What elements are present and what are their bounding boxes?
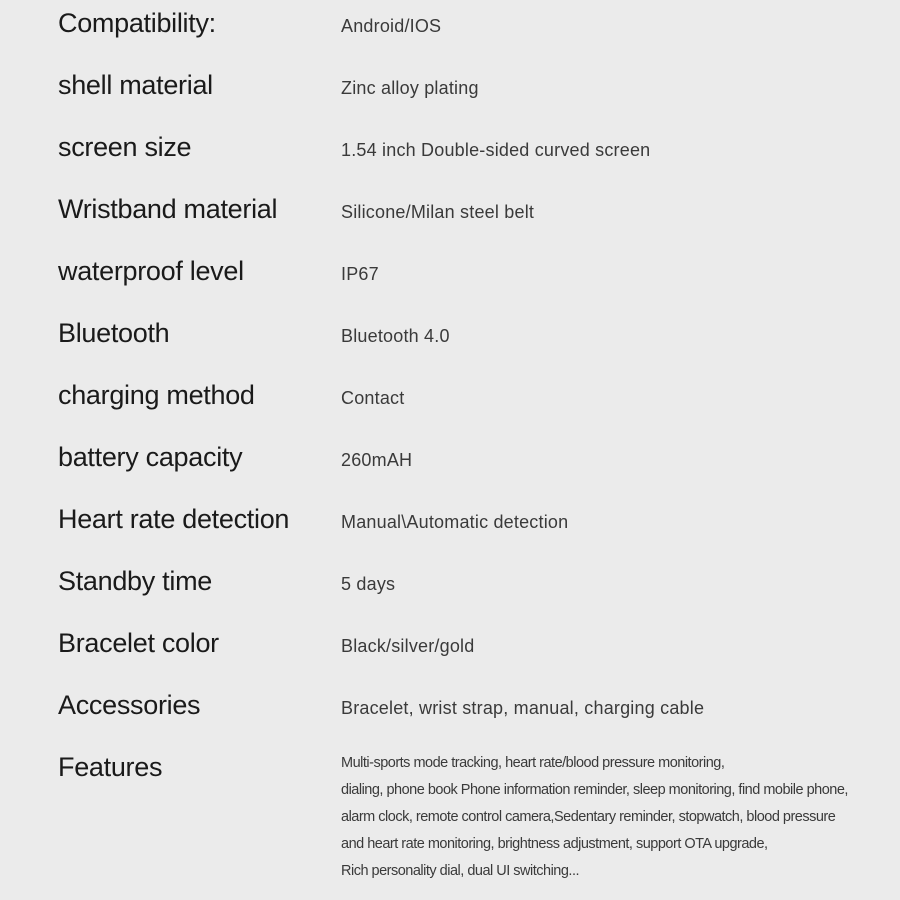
spec-row-wristband-material [0, 186, 900, 248]
features-line: Rich personality dial, dual UI switching... [341, 863, 580, 879]
spec-label: Wristband material [58, 194, 278, 224]
spec-value: Zinc alloy plating [341, 78, 479, 98]
spec-value: 5 days [341, 574, 396, 594]
spec-row-standby-time [0, 558, 900, 620]
features-line: dialing, phone book Phone information reminder, sleep monitoring, find mobile phone, [341, 782, 848, 798]
spec-label: Bracelet color [58, 628, 219, 658]
spec-label: shell material [58, 70, 213, 100]
spec-row-charging-method [0, 372, 900, 434]
spec-row-screen-size [0, 124, 900, 186]
spec-value: Bluetooth 4.0 [341, 326, 450, 346]
spec-value: IP67 [341, 264, 379, 284]
spec-value: 1.54 inch Double-sided curved screen [341, 140, 651, 160]
spec-label: waterproof level [58, 256, 244, 286]
spec-label: Compatibility: [58, 8, 216, 38]
spec-value: Contact [341, 388, 405, 408]
spec-row-heart-rate-detection [0, 496, 900, 558]
features-label: Features [58, 752, 163, 782]
spec-value: Manual\Automatic detection [341, 512, 569, 532]
spec-row-battery-capacity [0, 434, 900, 496]
features-description [341, 750, 891, 885]
spec-row-shell-material [0, 62, 900, 124]
features-line: Multi-sports mode tracking, heart rate/blood pressure monitoring, [341, 755, 725, 771]
spec-value: Bracelet, wrist strap, manual, charging cable [341, 698, 705, 718]
spec-label: Heart rate detection [58, 504, 290, 534]
spec-value: Silicone/Milan steel belt [341, 202, 535, 222]
spec-value: Black/silver/gold [341, 636, 475, 656]
spec-row-compatibility [0, 0, 900, 62]
spec-label: screen size [58, 132, 192, 162]
spec-label: Accessories [58, 690, 201, 720]
spec-label: Bluetooth [58, 318, 170, 348]
features-line: alarm clock, remote control camera,Sedentary reminder, stopwatch, blood pressure [341, 809, 836, 825]
spec-row-bluetooth [0, 310, 900, 372]
spec-label: charging method [58, 380, 255, 410]
spec-row-waterproof-level [0, 248, 900, 310]
features-line: and heart rate monitoring, brightness adjustment, support OTA upgrade, [341, 836, 768, 852]
spec-value: Android/IOS [341, 16, 442, 36]
spec-row-bracelet-color [0, 620, 900, 682]
spec-label: Standby time [58, 566, 212, 596]
spec-value: 260mAH [341, 450, 413, 470]
spec-row-accessories [0, 682, 900, 744]
spec-label: battery capacity [58, 442, 243, 472]
